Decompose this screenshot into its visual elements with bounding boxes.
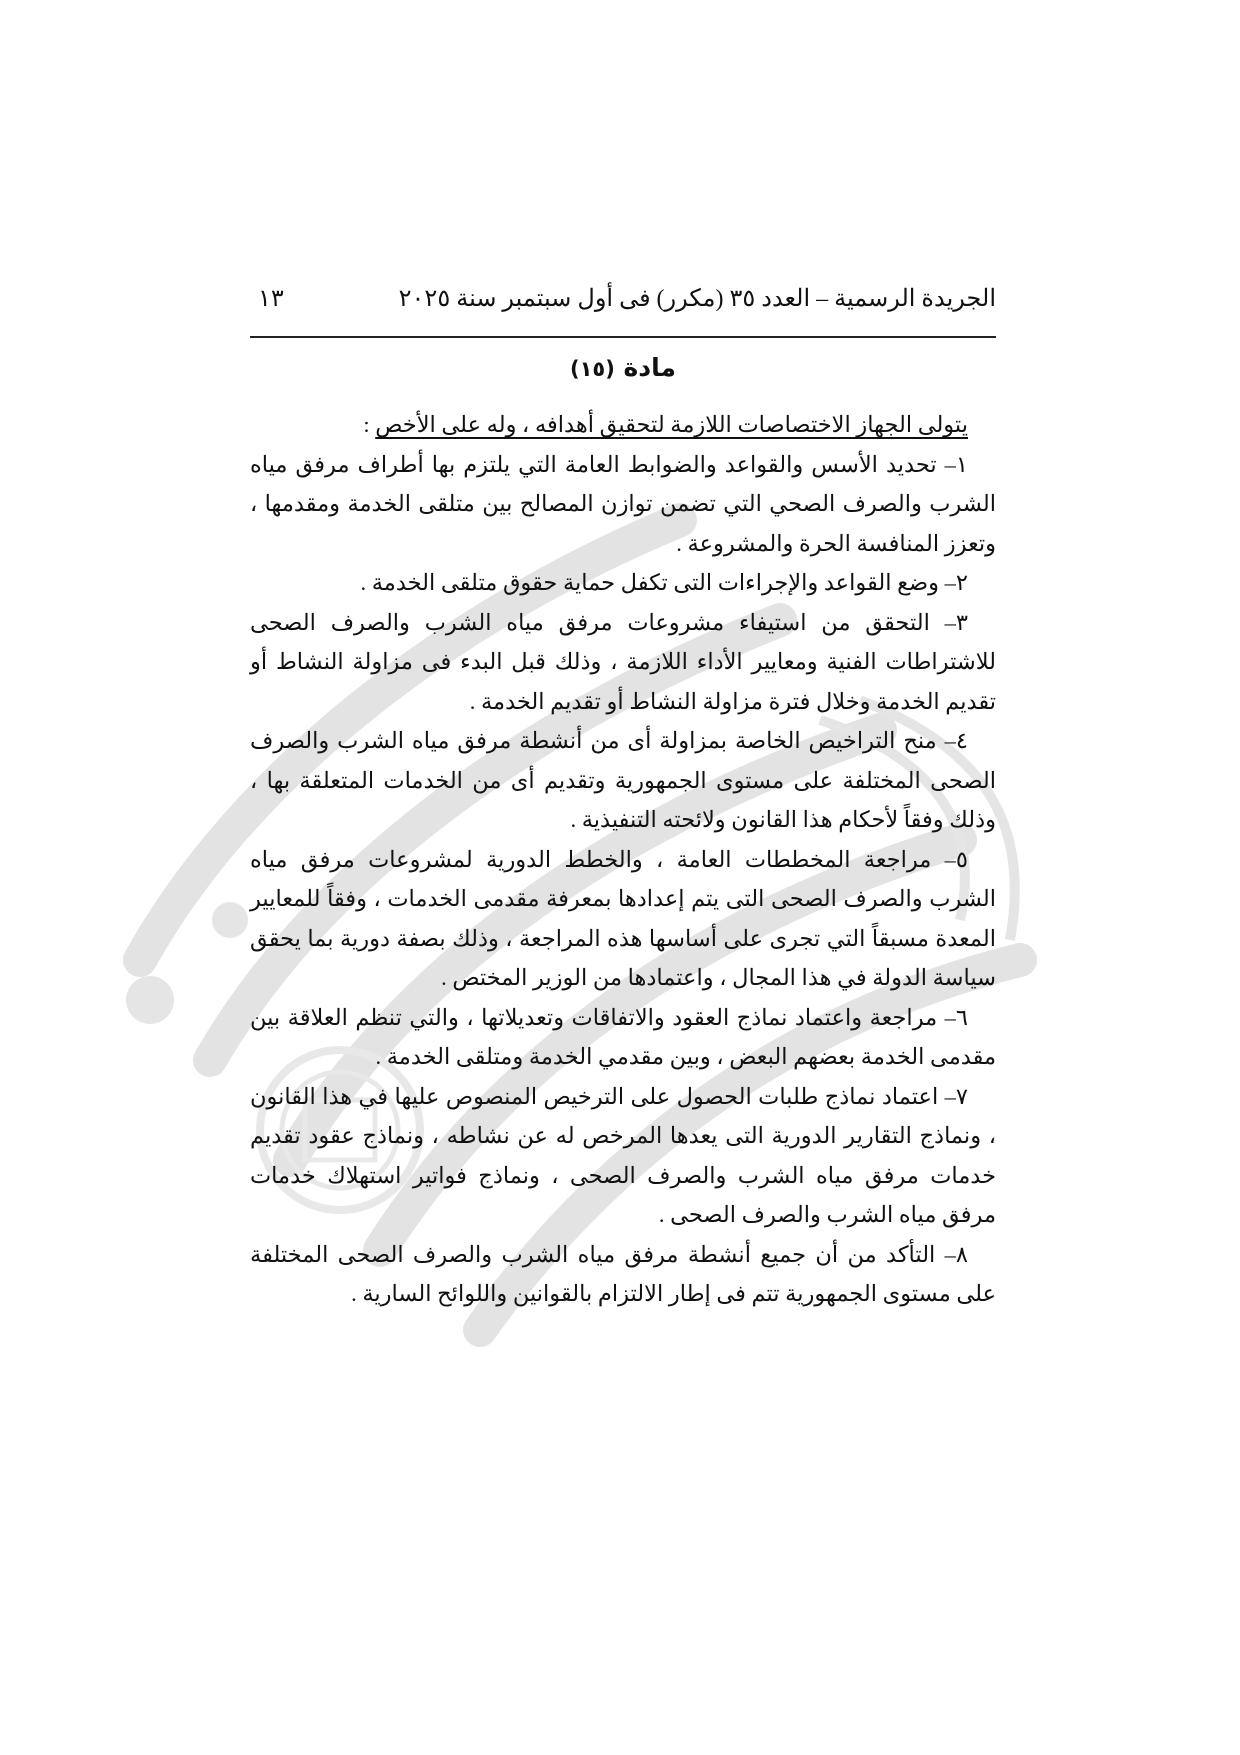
- article-item-6: ٦– مراجعة واعتماد نماذج العقود والاتفاقات وتعديلاتها ، والتي تنظم العلاقة بين مقدمى الخدمة بعضهم البعض ، وبين مقدمي الخدمة ومتلقى الخدمة .: [250, 1004, 996, 1069]
- header-divider: [250, 336, 996, 338]
- page-header: [250, 282, 996, 322]
- article-body: [250, 405, 996, 1314]
- article-item-4: ٤– منح التراخيص الخاصة بمزاولة أى من أنشطة مرفق مياه الشرب والصرف الصحى المختلفة على مستوى الجمهورية وتقديم أى من الخدمات المتعلقة بها ، وذلك وفقاً لأحكام هذا القانون ولائحته التنفيذية .: [250, 728, 996, 832]
- page-number: ١٣: [258, 286, 284, 312]
- intro-text: يتولى الجهاز الاختصاصات اللازمة لتحقيق أهدافه ، وله على الأخص: [375, 412, 968, 437]
- article-label: مادة: [623, 353, 677, 382]
- article-item-8: ٨– التأكد من أن جميع أنشطة مرفق مياه الشرب والصرف الصحى المختلفة على مستوى الجمهورية تتم فى إطار الالتزام بالقوانين واللوائح السارية .: [250, 1241, 996, 1306]
- article-number: (١٥): [569, 357, 615, 381]
- article-item-2: ٢– وضع القواعد والإجراءات التى تكفل حماية حقوق متلقى الخدمة .: [360, 570, 968, 595]
- article-item-1: ١– تحديد الأسس والقواعد والضوابط العامة التي يلتزم بها أطراف مرفق مياه الشرب والصرف الصحي التي تضمن توازن المصالح بين متلقى الخدمة ومقدمها ، وتعزز المنافسة الحرة والمشروعة .: [250, 451, 996, 556]
- article-item-7: ٧– اعتماد نماذج طلبات الحصول على الترخيص المنصوص عليها في هذا القانون ، ونماذج التقارير الدورية التى يعدها المرخص له عن نشاطه ، ونماذج عقود تقديم خدمات مرفق مياه الشرب والصرف الصحى ، ونماذج فواتير استهلاك خدمات مرفق مياه الشرب والصرف الصحى .: [250, 1083, 996, 1227]
- intro-colon: :: [363, 412, 376, 437]
- gazette-title: الجريدة الرسمية – العدد ٣٥ (مكرر) فى أول سبتمبر سنة ٢٠٢٥: [398, 286, 996, 312]
- article-intro: [250, 405, 996, 445]
- article-heading: [250, 353, 996, 382]
- article-item-3: ٣– التحقق من استيفاء مشروعات مرفق مياه الشرب والصرف الصحى للاشتراطات الفنية ومعايير الأداء اللازمة ، وذلك قبل البدء فى مزاولة النشاط أو تقديم الخدمة وخلال فترة مزاولة النشاط أو تقديم الخدمة .: [250, 609, 996, 714]
- article-item-5: ٥– مراجعة المخططات العامة ، والخطط الدورية لمشروعات مرفق مياه الشرب والصرف الصحى التى يتم إعدادها بمعرفة مقدمى الخدمات ، وفقاً للمعايير المعدة مسبقاً التي تجرى على أساسها هذه المراجعة ، وذلك بصفة دورية بما يحقق سياسة الدولة في هذا المجال ، واعتمادها من الوزير المختص .: [250, 846, 997, 990]
